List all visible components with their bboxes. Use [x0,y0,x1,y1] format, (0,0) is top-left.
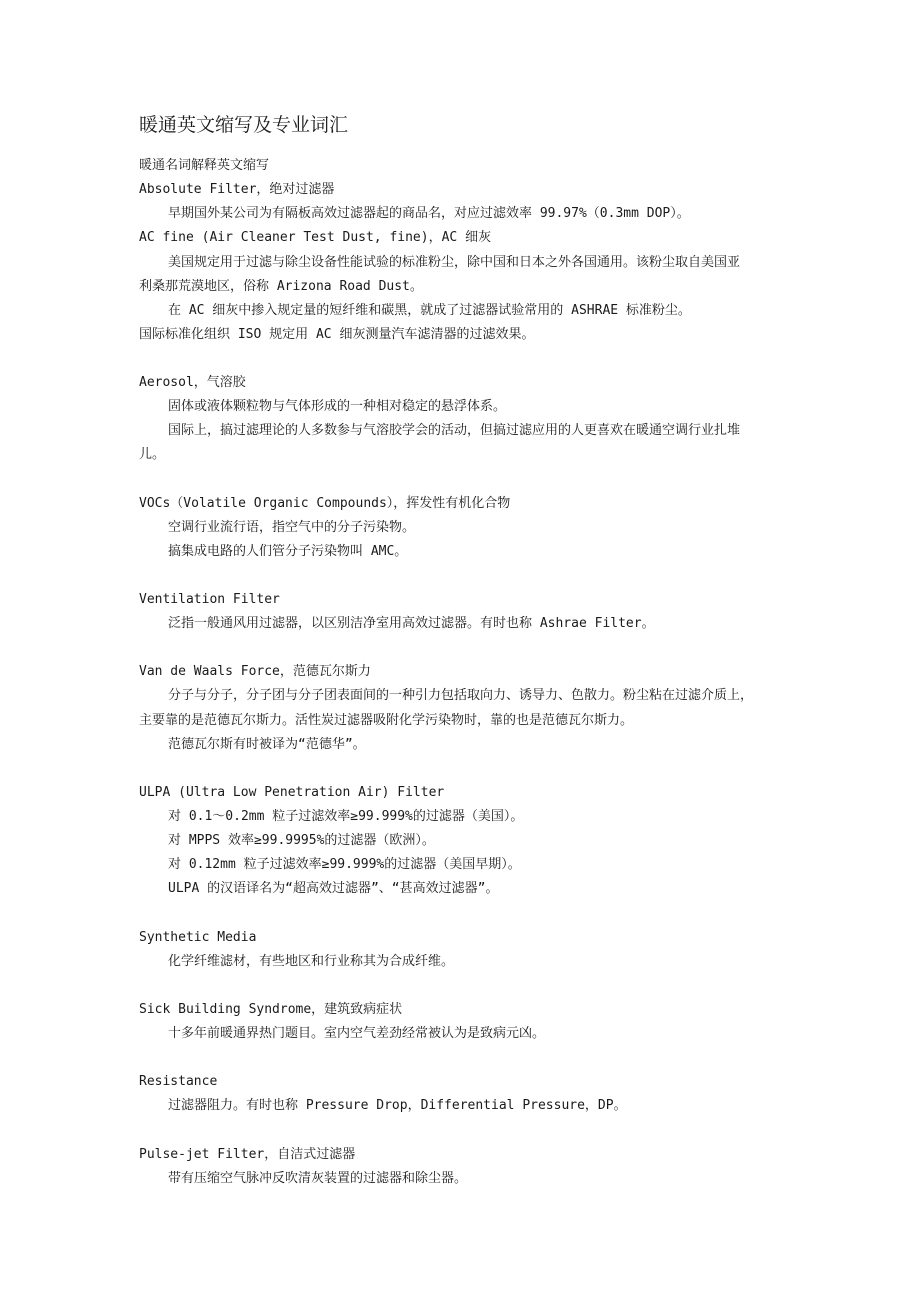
definition-line: 主要靠的是范德瓦尔斯力。活性炭过滤器吸附化学污染物时，靠的也是范德瓦尔斯力。 [139,713,634,728]
term-resistance: Resistance [139,1074,218,1089]
definition-line: 范德瓦尔斯有时被译为“范德华”。 [168,737,366,752]
definition-line: 过滤器阻力。有时也称 Pressure Drop，Differential Pressure，DP。 [168,1098,627,1113]
definition-line: ULPA 的汉语译名为“超高效过滤器”、“甚高效过滤器”。 [168,881,499,896]
definition-line: 固体或液体颗粒物与气体形成的一种相对稳定的悬浮体系。 [168,399,507,414]
term-vocs: VOCs（Volatile Organic Compounds），挥发性有机化合物 [139,496,511,511]
term-sick-building-syndrome: Sick Building Syndrome，建筑致病症状 [139,1002,403,1017]
term-van-de-waals-force: Van de Waals Force，范德瓦尔斯力 [139,664,371,679]
definition-line: 早期国外某公司为有隔板高效过滤器起的商品名，对应过滤效率 99.97%（0.3mm DOP）。 [168,206,690,221]
definition-line: 十多年前暖通界热门题目。室内空气差劲经常被认为是致病元凶。 [168,1026,546,1041]
term-synthetic-media: Synthetic Media [139,930,257,945]
definition-line: 国际上，搞过滤理论的人多数参与气溶胶学会的活动，但搞过滤应用的人更喜欢在暖通空调行业扎堆 [168,423,741,438]
definition-line: 利桑那荒漠地区，俗称 Arizona Road Dust。 [139,279,423,294]
definition-line: 空调行业流行语，指空气中的分子污染物。 [168,520,416,535]
term-pulse-jet-filter: Pulse-jet Filter，自洁式过滤器 [139,1147,356,1162]
document-subtitle: 暖通名词解释英文缩写 [139,158,270,173]
definition-line: 对 0.1～0.2mm 粒子过滤效率≥99.999%的过滤器（美国）。 [168,809,524,824]
definition-line: 化学纤维滤材，有些地区和行业称其为合成纤维。 [168,954,455,969]
definition-line: 分子与分子，分子团与分子团表面间的一种引力包括取向力、诱导力、色散力。粉尘粘在过滤介质上， [168,688,754,703]
definition-line: 泛指一般通风用过滤器，以区别洁净室用高效过滤器。有时也称 Ashrae Filter。 [168,616,655,631]
definition-line: 儿。 [139,447,166,462]
term-absolute-filter: Absolute Filter，绝对过滤器 [139,182,335,197]
definition-line: 对 MPPS 效率≥99.9995%的过滤器（欧洲）。 [168,833,435,848]
definition-line: 搞集成电路的人们管分子污染物叫 AMC。 [168,544,408,559]
definition-line: 美国规定用于过滤与除尘设备性能试验的标准粉尘，除中国和日本之外各国通用。该粉尘取自美国亚 [168,255,741,270]
term-aerosol: Aerosol，气溶胶 [139,375,246,390]
definition-line: 在 AC 细灰中掺入规定量的短纤维和碳黑，就成了过滤器试验常用的 ASHRAE 标准粉尘。 [168,303,691,318]
document-title: 暖通英文缩写及专业词汇 [139,114,349,136]
definition-line: 国际标准化组织 ISO 规定用 AC 细灰测量汽车滤清器的过滤效果。 [139,327,535,342]
definition-line: 带有压缩空气脉冲反吹清灰装置的过滤器和除尘器。 [168,1171,468,1186]
term-ac-fine: AC fine (Air Cleaner Test Dust, fine)，AC 细灰 [139,230,492,245]
term-ulpa-filter: ULPA (Ultra Low Penetration Air) Filter [139,785,445,800]
definition-line: 对 0.12mm 粒子过滤效率≥99.999%的过滤器（美国早期）。 [168,857,521,872]
term-ventilation-filter: Ventilation Filter [139,592,280,607]
